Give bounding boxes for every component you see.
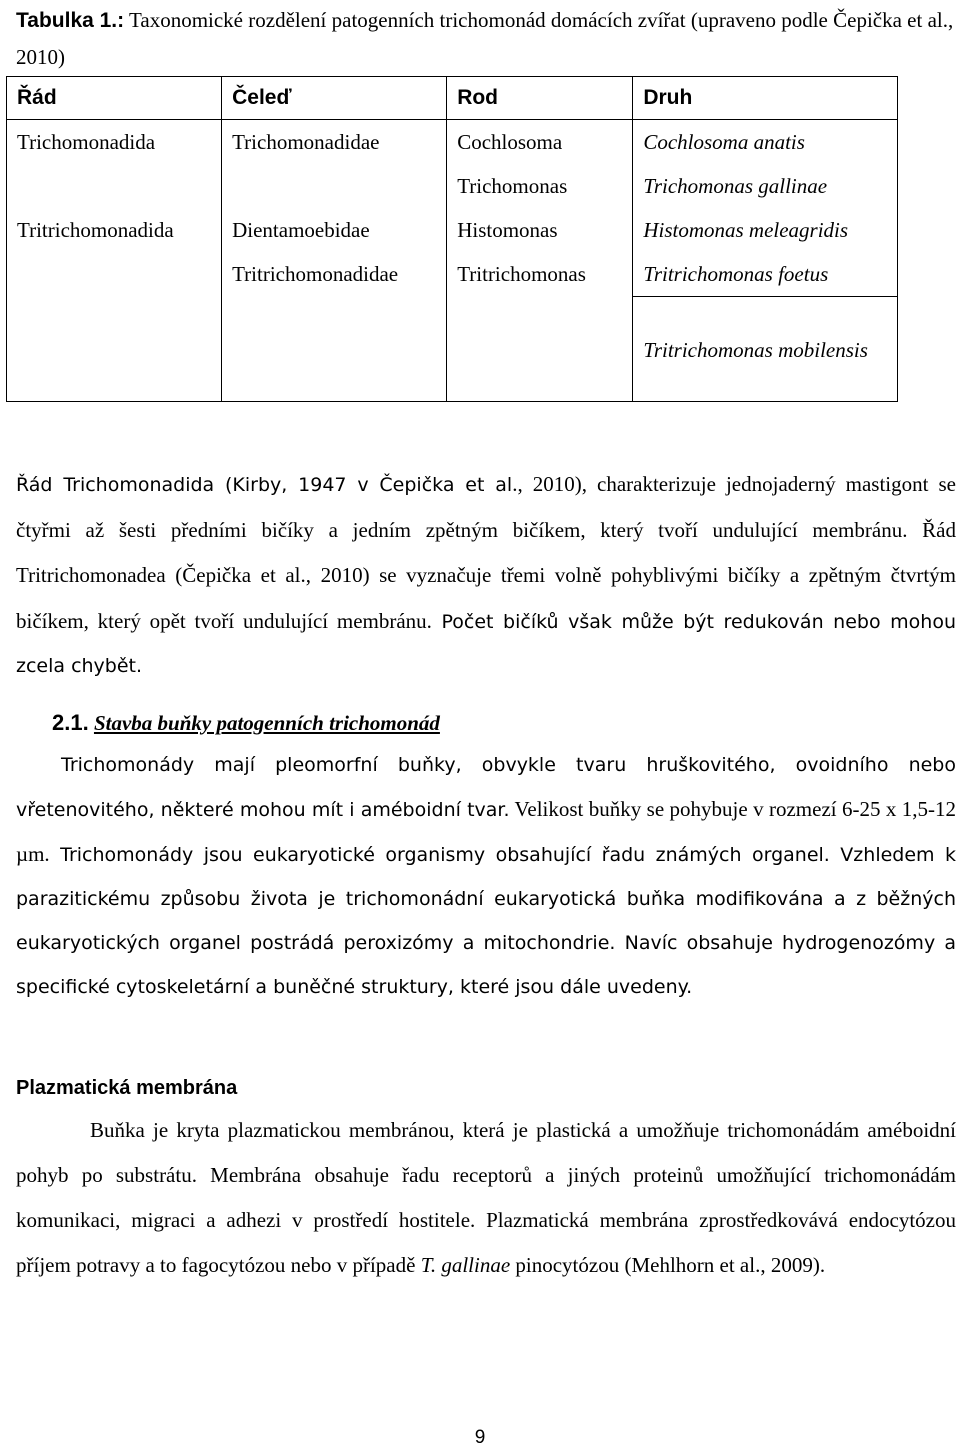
text-run: Trichomonády jsou eukaryotické organismy obsahující řadu známých organel. bbox=[49, 844, 830, 866]
table-cell bbox=[7, 252, 222, 297]
table-cell: Tritrichomonas mobilensis bbox=[633, 297, 898, 402]
header-rod: Rod bbox=[447, 77, 633, 120]
table-cell: Histomonas bbox=[447, 208, 633, 252]
table-cell bbox=[222, 297, 447, 402]
table-row bbox=[7, 208, 898, 252]
text-run: ., 2010), charakterizuje jednojaderný mastigont se čtyřmi až šesti předními bičíky a jedním zpětným bičíkem, který tvoří undulující membránu. Řád Tritrichomonadea (Čepička et al bbox=[16, 472, 956, 587]
table-cell: Tritrichomonas foetus bbox=[633, 252, 898, 297]
text-run: ., 2010) se vyznačuje třemi volně pohyblivými bičíky a zpětným čtvrtým bičíkem, který opět tvoří undulující membránu. bbox=[16, 563, 956, 633]
table-cell bbox=[222, 164, 447, 208]
table-row bbox=[7, 297, 898, 402]
text-run: Trichomonády mají pleomorfní buňky, obvykle tvaru hruškovitého, ovoidního nebo vřetenovitého, některé mohou mít i améboidní tvar. bbox=[16, 754, 956, 821]
header-rad: Řád bbox=[7, 77, 222, 120]
table-header-row bbox=[7, 77, 898, 120]
subheading-plasma-membrane: Plazmatická membrána bbox=[16, 1077, 238, 1099]
table-cell: Tritrichomonadidae bbox=[222, 252, 447, 297]
table-cell: Cochlosoma anatis bbox=[633, 120, 898, 165]
table-cell bbox=[7, 164, 222, 208]
page-number: 9 bbox=[474, 1427, 486, 1448]
paragraph-plasma-membrane bbox=[16, 1109, 956, 1289]
section-number: 2.1. bbox=[52, 710, 89, 735]
species-name: T. gallinae bbox=[420, 1253, 511, 1277]
text-run: Velikost buňky se pohybuje v rozmezí 6-25 x 1,5-12 µm. bbox=[16, 797, 957, 866]
header-celed: Čeleď bbox=[222, 77, 447, 120]
table-cell: Tritrichomonas bbox=[447, 252, 633, 297]
caption-text: Taxonomické rozdělení patogenních trichomonád domácích zvířat (upraveno podle Čepička et al., 2010) bbox=[16, 8, 954, 69]
text-run: Buňka je kryta plazmatickou membránou, která je plastická a umožňuje trichomonádám améboidní pohyb po substrátu. bbox=[16, 1118, 956, 1187]
table-row bbox=[7, 164, 898, 208]
text-run: Počet bičíků však může být redukován nebo mohou zcela chybět. bbox=[16, 610, 956, 677]
table-caption bbox=[16, 2, 956, 76]
table-row bbox=[7, 120, 898, 165]
taxonomy-table bbox=[6, 76, 898, 402]
table-cell: Tritrichomonadida bbox=[7, 208, 222, 252]
table-cell: Cochlosoma bbox=[447, 120, 633, 165]
table-cell bbox=[7, 297, 222, 402]
paragraph-taxonomy-description bbox=[16, 463, 956, 690]
section-heading bbox=[52, 703, 440, 743]
caption-label: Tabulka 1.: bbox=[16, 9, 125, 32]
text-run: Řád Trichomonadida (Kirby, 1947 v Čepička et al bbox=[16, 474, 513, 496]
header-druh: Druh bbox=[633, 77, 898, 120]
table-cell: Trichomonadida bbox=[7, 120, 222, 165]
table-cell: Dientamoebidae bbox=[222, 208, 447, 252]
table-cell: Trichomonadidae bbox=[222, 120, 447, 165]
table-cell: Trichomonas gallinae bbox=[633, 164, 898, 208]
table-cell bbox=[447, 297, 633, 402]
table-cell: Trichomonas bbox=[447, 164, 633, 208]
text-run: pinocytózou (Mehlhorn et al., 2009). bbox=[510, 1253, 826, 1277]
section-title: Stavba buňky patogenních trichomonád bbox=[93, 711, 440, 735]
paragraph-cell-structure bbox=[16, 744, 956, 1010]
text-run: Membrána obsahuje řadu receptorů a jiných proteinů umožňující trichomonádám komunikaci, migraci a adhezi v prostředí hostitele. Plazmatická membrána zprostředkovává endocytózou příjem potravy a to fagocytózou nebo v případě bbox=[16, 1163, 956, 1277]
table-row bbox=[7, 252, 898, 297]
text-run: Vzhledem k parazitickému způsobu života je trichomonádní eukaryotická buňka modifikována a z běžných eukaryotických organel postrádá peroxizómy a mitochondrie. Navíc obsahuje hydrogenozómy a specifické cytoskeletární a buněčné struktury, které jsou dále uvedeny. bbox=[16, 844, 956, 998]
table-cell: Histomonas meleagridis bbox=[633, 208, 898, 252]
